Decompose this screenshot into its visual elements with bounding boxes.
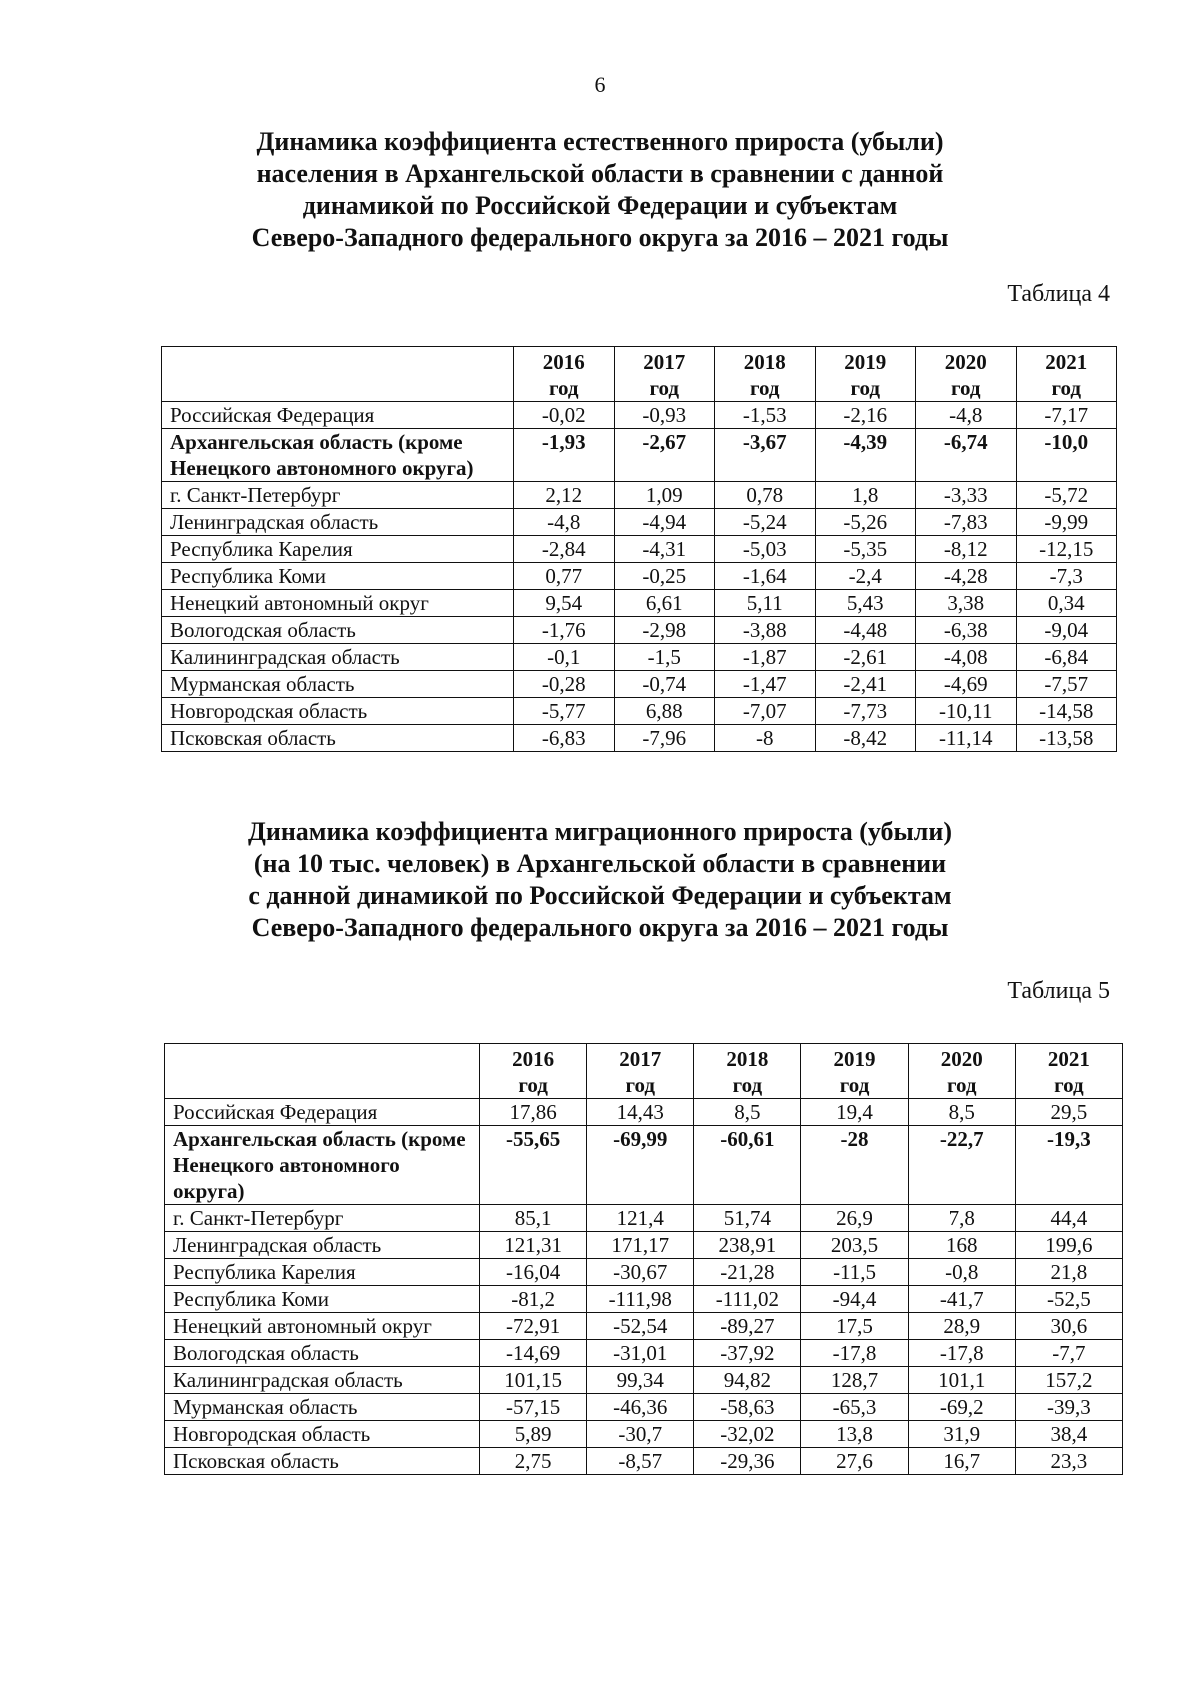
row-name: Мурманская область	[165, 1394, 480, 1421]
cell-value: -111,98	[587, 1286, 694, 1313]
cell-value: -6,38	[916, 617, 1017, 644]
row-name: Новгородская область	[162, 698, 514, 725]
table-row	[162, 725, 1117, 752]
column-unit: год	[850, 376, 881, 400]
cell-value: -4,39	[815, 429, 916, 482]
table-row	[162, 563, 1117, 590]
cell-value: 17,5	[801, 1313, 908, 1340]
cell-value: 0,34	[1016, 590, 1117, 617]
column-unit: год	[548, 376, 579, 400]
cell-value: 51,74	[694, 1205, 801, 1232]
row-name: г. Санкт-Петербург	[165, 1205, 480, 1232]
column-header	[801, 1044, 908, 1099]
cell-value: -5,77	[514, 698, 615, 725]
cell-value: -0,74	[614, 671, 715, 698]
column-unit: год	[839, 1073, 870, 1097]
cell-value: -4,94	[614, 509, 715, 536]
column-header	[614, 347, 715, 402]
cell-value: -0,28	[514, 671, 615, 698]
cell-value: -7,17	[1016, 402, 1117, 429]
row-name: Вологодская область	[162, 617, 514, 644]
cell-value: -7,83	[916, 509, 1017, 536]
column-year: 2019	[844, 350, 887, 374]
cell-value: 2,12	[514, 482, 615, 509]
column-header	[1015, 1044, 1122, 1099]
cell-value: -60,61	[694, 1126, 801, 1205]
cell-value: -57,15	[480, 1394, 587, 1421]
cell-value: -4,69	[916, 671, 1017, 698]
table-row	[165, 1205, 1123, 1232]
row-name: Калининградская область	[165, 1367, 480, 1394]
cell-value: -7,7	[1015, 1340, 1122, 1367]
column-unit: год	[518, 1073, 548, 1097]
cell-value: -8	[715, 725, 816, 752]
cell-value: -52,5	[1015, 1286, 1122, 1313]
cell-value: 5,89	[480, 1421, 587, 1448]
cell-value: 99,34	[587, 1367, 694, 1394]
cell-value: 1,8	[815, 482, 916, 509]
cell-value: -0,8	[908, 1259, 1015, 1286]
cell-value: -11,5	[801, 1259, 908, 1286]
title-line: населения в Архангельской области в сравнении с данной	[256, 159, 944, 188]
column-header	[908, 1044, 1015, 1099]
cell-value: 29,5	[1015, 1099, 1122, 1126]
cell-value: -1,93	[514, 429, 615, 482]
title-line: Северо-Западного федерального округа за 2016 – 2021 годы	[251, 913, 949, 942]
table-row	[165, 1340, 1123, 1367]
cell-value: -7,73	[815, 698, 916, 725]
column-header	[1016, 347, 1117, 402]
cell-value: 6,88	[614, 698, 715, 725]
cell-value: 23,3	[1015, 1448, 1122, 1475]
column-year: 2018	[743, 350, 786, 374]
column-year: 2020	[944, 350, 987, 374]
cell-value: -1,64	[715, 563, 816, 590]
cell-value: -55,65	[480, 1126, 587, 1205]
cell-value: 121,31	[480, 1232, 587, 1259]
row-name: Псковская область	[165, 1448, 480, 1475]
cell-value: 38,4	[1015, 1421, 1122, 1448]
cell-value: -7,07	[715, 698, 816, 725]
cell-value: -8,57	[587, 1448, 694, 1475]
cell-value: -3,33	[916, 482, 1017, 509]
row-name: г. Санкт-Петербург	[162, 482, 514, 509]
cell-value: -17,8	[908, 1340, 1015, 1367]
cell-value: -58,63	[694, 1394, 801, 1421]
row-name: Вологодская область	[165, 1340, 480, 1367]
cell-value: -14,58	[1016, 698, 1117, 725]
title-line: Северо-Западного федерального округа за 2016 – 2021 годы	[251, 223, 949, 252]
table4-title	[180, 126, 1020, 254]
row-name: Российская Федерация	[162, 402, 514, 429]
cell-value: -94,4	[801, 1286, 908, 1313]
cell-value: 13,8	[801, 1421, 908, 1448]
title-line: (на 10 тыс. человек) в Архангельской области в сравнении	[253, 849, 947, 878]
table-row	[162, 536, 1117, 563]
column-year: 2021	[1045, 350, 1088, 374]
header-row	[162, 347, 1117, 402]
cell-value: -7,3	[1016, 563, 1117, 590]
cell-value: -32,02	[694, 1421, 801, 1448]
column-year: 2016	[512, 1047, 555, 1071]
row-name: Республика Карелия	[162, 536, 514, 563]
cell-value: -1,53	[715, 402, 816, 429]
cell-value: 3,38	[916, 590, 1017, 617]
cell-value: 157,2	[1015, 1367, 1122, 1394]
cell-value: 26,9	[801, 1205, 908, 1232]
column-unit: год	[1054, 1073, 1084, 1097]
column-unit: год	[732, 1073, 763, 1097]
row-name: Псковская область	[162, 725, 514, 752]
cell-value: -17,8	[801, 1340, 908, 1367]
row-name: Российская Федерация	[165, 1099, 480, 1126]
column-unit: год	[749, 376, 780, 400]
cell-value: -37,92	[694, 1340, 801, 1367]
cell-value: 121,4	[587, 1205, 694, 1232]
cell-value: -1,47	[715, 671, 816, 698]
cell-value: -1,5	[614, 644, 715, 671]
table5-title	[180, 816, 1020, 944]
column-header	[916, 347, 1017, 402]
cell-value: -2,61	[815, 644, 916, 671]
column-year: 2019	[833, 1047, 876, 1071]
column-unit: год	[946, 1073, 977, 1097]
cell-value: -5,03	[715, 536, 816, 563]
table-row	[162, 482, 1117, 509]
table-row	[162, 644, 1117, 671]
title-line: динамикой по Российской Федерации и субъектам	[302, 191, 898, 220]
table-row	[165, 1313, 1123, 1340]
cell-value: -10,11	[916, 698, 1017, 725]
column-unit: год	[1051, 376, 1082, 400]
table-row	[162, 698, 1117, 725]
cell-value: -12,15	[1016, 536, 1117, 563]
cell-value: -28	[801, 1126, 908, 1205]
cell-value: -13,58	[1016, 725, 1117, 752]
cell-value: -52,54	[587, 1313, 694, 1340]
cell-value: 203,5	[801, 1232, 908, 1259]
cell-value: -29,36	[694, 1448, 801, 1475]
cell-value: -22,7	[908, 1126, 1015, 1205]
table-row	[162, 617, 1117, 644]
row-name: Ленинградская область	[165, 1232, 480, 1259]
row-name: Республика Коми	[165, 1286, 480, 1313]
cell-value: -4,8	[514, 509, 615, 536]
cell-value: 199,6	[1015, 1232, 1122, 1259]
table-row	[165, 1367, 1123, 1394]
cell-value: -0,25	[614, 563, 715, 590]
cell-value: -10,0	[1016, 429, 1117, 482]
cell-value: -111,02	[694, 1286, 801, 1313]
table-row	[165, 1286, 1123, 1313]
header-row	[165, 1044, 1123, 1099]
cell-value: -4,28	[916, 563, 1017, 590]
cell-value: -5,35	[815, 536, 916, 563]
cell-value: 27,6	[801, 1448, 908, 1475]
cell-value: -72,91	[480, 1313, 587, 1340]
cell-value: -0,02	[514, 402, 615, 429]
title-line: Динамика коэффициента естественного прироста (убыли)	[256, 127, 944, 156]
table-row	[162, 429, 1117, 482]
column-year: 2021	[1047, 1047, 1090, 1071]
cell-value: 7,8	[908, 1205, 1015, 1232]
table-row	[165, 1259, 1123, 1286]
cell-value: 8,5	[694, 1099, 801, 1126]
cell-value: 94,82	[694, 1367, 801, 1394]
column-year: 2016	[542, 350, 585, 374]
cell-value: -19,3	[1015, 1126, 1122, 1205]
cell-value: 19,4	[801, 1099, 908, 1126]
cell-value: -6,74	[916, 429, 1017, 482]
table-row	[165, 1421, 1123, 1448]
cell-value: -9,99	[1016, 509, 1117, 536]
cell-value: 168	[908, 1232, 1015, 1259]
cell-value: -4,31	[614, 536, 715, 563]
cell-value: 8,5	[908, 1099, 1015, 1126]
column-header	[815, 347, 916, 402]
row-name: Калининградская область	[162, 644, 514, 671]
cell-value: -4,08	[916, 644, 1017, 671]
cell-value: -5,72	[1016, 482, 1117, 509]
cell-value: -1,76	[514, 617, 615, 644]
table4	[161, 346, 1117, 752]
cell-value: -65,3	[801, 1394, 908, 1421]
column-header	[715, 347, 816, 402]
cell-value: -5,26	[815, 509, 916, 536]
cell-value: -41,7	[908, 1286, 1015, 1313]
column-header	[694, 1044, 801, 1099]
cell-value: 16,7	[908, 1448, 1015, 1475]
cell-value: -3,88	[715, 617, 816, 644]
cell-value: 9,54	[514, 590, 615, 617]
row-name: Новгородская область	[165, 1421, 480, 1448]
cell-value: -2,98	[614, 617, 715, 644]
cell-value: -81,2	[480, 1286, 587, 1313]
cell-value: 17,86	[480, 1099, 587, 1126]
column-year: 2017	[619, 1047, 662, 1071]
cell-value: 101,1	[908, 1367, 1015, 1394]
cell-value: 2,75	[480, 1448, 587, 1475]
column-header	[587, 1044, 694, 1099]
cell-value: -30,7	[587, 1421, 694, 1448]
cell-value: 31,9	[908, 1421, 1015, 1448]
cell-value: -4,48	[815, 617, 916, 644]
cell-value: -2,16	[815, 402, 916, 429]
cell-value: -30,67	[587, 1259, 694, 1286]
table-row	[162, 671, 1117, 698]
cell-value: -2,41	[815, 671, 916, 698]
title-line: Динамика коэффициента миграционного прироста (убыли)	[247, 817, 953, 846]
cell-value: -14,69	[480, 1340, 587, 1367]
cell-value: 6,61	[614, 590, 715, 617]
table-row	[165, 1394, 1123, 1421]
cell-value: 101,15	[480, 1367, 587, 1394]
title-line: с данной динамикой по Российской Федерации и субъектам	[248, 881, 952, 910]
cell-value: -69,99	[587, 1126, 694, 1205]
cell-value: -7,57	[1016, 671, 1117, 698]
cell-value: -0,1	[514, 644, 615, 671]
row-name: Архангельская область (кроме Ненецкого автономного округа)	[165, 1126, 480, 1205]
cell-value: -5,24	[715, 509, 816, 536]
cell-value: -39,3	[1015, 1394, 1122, 1421]
cell-value: -31,01	[587, 1340, 694, 1367]
column-header	[480, 1044, 587, 1099]
cell-value: -6,84	[1016, 644, 1117, 671]
table-row	[165, 1099, 1123, 1126]
cell-value: -3,67	[715, 429, 816, 482]
cell-value: -21,28	[694, 1259, 801, 1286]
column-year: 2020	[940, 1047, 983, 1071]
cell-value: -8,12	[916, 536, 1017, 563]
cell-value: -4,8	[916, 402, 1017, 429]
table4-label: Таблица 4	[1007, 281, 1110, 307]
cell-value: 44,4	[1015, 1205, 1122, 1232]
cell-value: -89,27	[694, 1313, 801, 1340]
table-row	[165, 1448, 1123, 1475]
column-unit: год	[625, 1073, 655, 1097]
cell-value: 0,77	[514, 563, 615, 590]
cell-value: -69,2	[908, 1394, 1015, 1421]
row-name: Архангельская область (кроме Ненецкого автономного округа)	[162, 429, 514, 482]
cell-value: 0,78	[715, 482, 816, 509]
column-unit: год	[649, 376, 680, 400]
cell-value: -2,4	[815, 563, 916, 590]
row-name: Ленинградская область	[162, 509, 514, 536]
cell-value: -2,84	[514, 536, 615, 563]
row-name: Ненецкий автономный округ	[165, 1313, 480, 1340]
cell-value: 85,1	[480, 1205, 587, 1232]
cell-value: -1,87	[715, 644, 816, 671]
table-row	[162, 509, 1117, 536]
cell-value: 128,7	[801, 1367, 908, 1394]
row-name: Ненецкий автономный округ	[162, 590, 514, 617]
cell-value: -16,04	[480, 1259, 587, 1286]
cell-value: -7,96	[614, 725, 715, 752]
cell-value: -2,67	[614, 429, 715, 482]
table5	[164, 1043, 1123, 1475]
header-corner	[165, 1044, 480, 1099]
row-name: Республика Карелия	[165, 1259, 480, 1286]
cell-value: -9,04	[1016, 617, 1117, 644]
table-row	[165, 1232, 1123, 1259]
cell-value: -6,83	[514, 725, 615, 752]
column-year: 2017	[643, 350, 686, 374]
cell-value: 5,11	[715, 590, 816, 617]
cell-value: -11,14	[916, 725, 1017, 752]
cell-value: 14,43	[587, 1099, 694, 1126]
table-row	[165, 1126, 1123, 1205]
column-year: 2018	[726, 1047, 769, 1071]
column-header	[514, 347, 615, 402]
cell-value: -46,36	[587, 1394, 694, 1421]
cell-value: 30,6	[1015, 1313, 1122, 1340]
cell-value: 171,17	[587, 1232, 694, 1259]
table-row	[162, 590, 1117, 617]
cell-value: 238,91	[694, 1232, 801, 1259]
row-name: Мурманская область	[162, 671, 514, 698]
cell-value: -0,93	[614, 402, 715, 429]
row-name: Республика Коми	[162, 563, 514, 590]
cell-value: 28,9	[908, 1313, 1015, 1340]
table5-label: Таблица 5	[1007, 978, 1110, 1004]
cell-value: -8,42	[815, 725, 916, 752]
page-number: 6	[594, 72, 606, 97]
cell-value: 5,43	[815, 590, 916, 617]
cell-value: 1,09	[614, 482, 715, 509]
header-corner	[162, 347, 514, 402]
cell-value: 21,8	[1015, 1259, 1122, 1286]
column-unit: год	[950, 376, 981, 400]
table-row	[162, 402, 1117, 429]
